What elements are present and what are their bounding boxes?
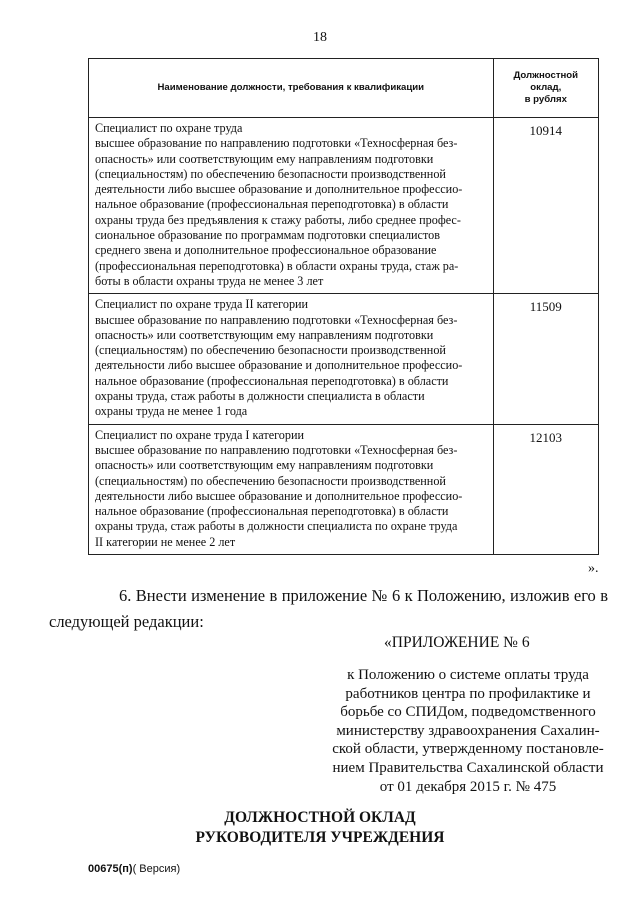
description-line: опасность» или соответствующим ему направлениям подготовки xyxy=(95,327,434,342)
appendix-line: ской области, утвержденному постановле- xyxy=(332,741,604,758)
salary-table xyxy=(88,58,599,555)
paragraph-line: 6. Внести изменение в приложение № 6 к Положению, изложив его в xyxy=(119,586,608,605)
header-salary-line: Должностной xyxy=(513,70,579,81)
description-line: нальное образование (профессиональная переподготовка) в области xyxy=(95,504,449,519)
description-line: II категории не менее 2 лет xyxy=(95,534,236,549)
header-salary xyxy=(493,59,598,118)
description-line: боты в области охраны труда не менее 3 лет xyxy=(95,273,324,288)
description-line: высшее образование по направлению подготовки «Техносферная без- xyxy=(95,312,458,327)
paragraph-line: следующей редакции: xyxy=(49,612,204,631)
description-line: охраны труда без предъявления к стажу работы, либо среднее профес- xyxy=(95,212,461,227)
table-row xyxy=(89,424,599,554)
salary-amount: 10914 xyxy=(493,118,598,294)
description-line: (специальностям) по обеспечению безопасности производственной xyxy=(95,166,446,181)
table-header-row xyxy=(89,59,599,118)
section-heading xyxy=(0,808,640,848)
header-position: Наименование должности, требования к квалификации xyxy=(89,59,494,118)
document-code-number: 00675(п) xyxy=(88,863,133,875)
description-line: высшее образование по направлению подготовки «Техносферная без- xyxy=(95,442,458,457)
description-line: опасность» или соответствующим ему направлениям подготовки xyxy=(95,458,434,473)
appendix-line: борьбе со СПИДом, подведомственного xyxy=(340,704,596,721)
appendix-line: нием Правительства Сахалинской области xyxy=(332,759,604,776)
description-line: сиональное образование по программам подготовки специалистов xyxy=(95,228,440,243)
description-line: (специальностям) по обеспечению безопасности производственной xyxy=(95,343,446,358)
document-version: ( Версия) xyxy=(132,863,181,875)
header-salary-line: в рублях xyxy=(524,94,567,105)
heading-line: ДОЛЖНОСТНОЙ ОКЛАД xyxy=(224,809,416,826)
description-line: Специалист по охране труда I категории xyxy=(95,427,305,442)
appendix-title: «ПРИЛОЖЕНИЕ № 6 xyxy=(384,634,530,651)
salary-amount: 12103 xyxy=(493,424,598,554)
appendix-reference xyxy=(318,666,618,796)
description-line: охраны труда, стаж работы в должности специалиста по охране труда xyxy=(95,519,458,534)
appendix-line: от 01 декабря 2015 г. № 475 xyxy=(379,778,557,795)
description-line: деятельности либо высшее образование и дополнительное профессио- xyxy=(95,182,463,197)
description-line: нальное образование (профессиональная переподготовка) в области xyxy=(95,197,449,212)
heading-line: РУКОВОДИТЕЛЯ УЧРЕЖДЕНИЯ xyxy=(195,829,445,846)
appendix-line: работников центра по профилактике и xyxy=(345,685,591,702)
position-description xyxy=(89,424,494,554)
table-row xyxy=(89,118,599,294)
appendix-line: министерству здравоохранения Сахалин- xyxy=(336,722,600,739)
table-row xyxy=(89,294,599,424)
document-code xyxy=(88,863,180,875)
closing-quote: ». xyxy=(588,561,599,576)
description-line: (специальностям) по обеспечению безопасности производственной xyxy=(95,473,446,488)
description-line: деятельности либо высшее образование и дополнительное профессио- xyxy=(95,488,463,503)
description-line: деятельности либо высшее образование и дополнительное профессио- xyxy=(95,358,463,373)
description-line: опасность» или соответствующим ему направлениям подготовки xyxy=(95,151,434,166)
position-description xyxy=(89,118,494,294)
position-description xyxy=(89,294,494,424)
description-line: Специалист по охране труда xyxy=(95,121,243,135)
description-line: высшее образование по направлению подготовки «Техносферная без- xyxy=(95,136,458,151)
amendment-paragraph xyxy=(49,583,608,635)
page-number: 18 xyxy=(313,30,327,45)
description-line: среднего звена и дополнительное профессиональное образование xyxy=(95,243,437,258)
description-line: Специалист по охране труда II категории xyxy=(95,297,309,312)
header-salary-line: оклад, xyxy=(530,82,562,93)
appendix-line: к Положению о системе оплаты труда xyxy=(347,667,589,683)
description-line: охраны труда не менее 1 года xyxy=(95,404,248,419)
description-line: (профессиональная переподготовка) в области охраны труда, стаж ра- xyxy=(95,258,459,273)
description-line: охраны труда, стаж работы в должности специалиста в области xyxy=(95,389,425,404)
salary-amount: 11509 xyxy=(493,294,598,424)
description-line: нальное образование (профессиональная переподготовка) в области xyxy=(95,373,449,388)
